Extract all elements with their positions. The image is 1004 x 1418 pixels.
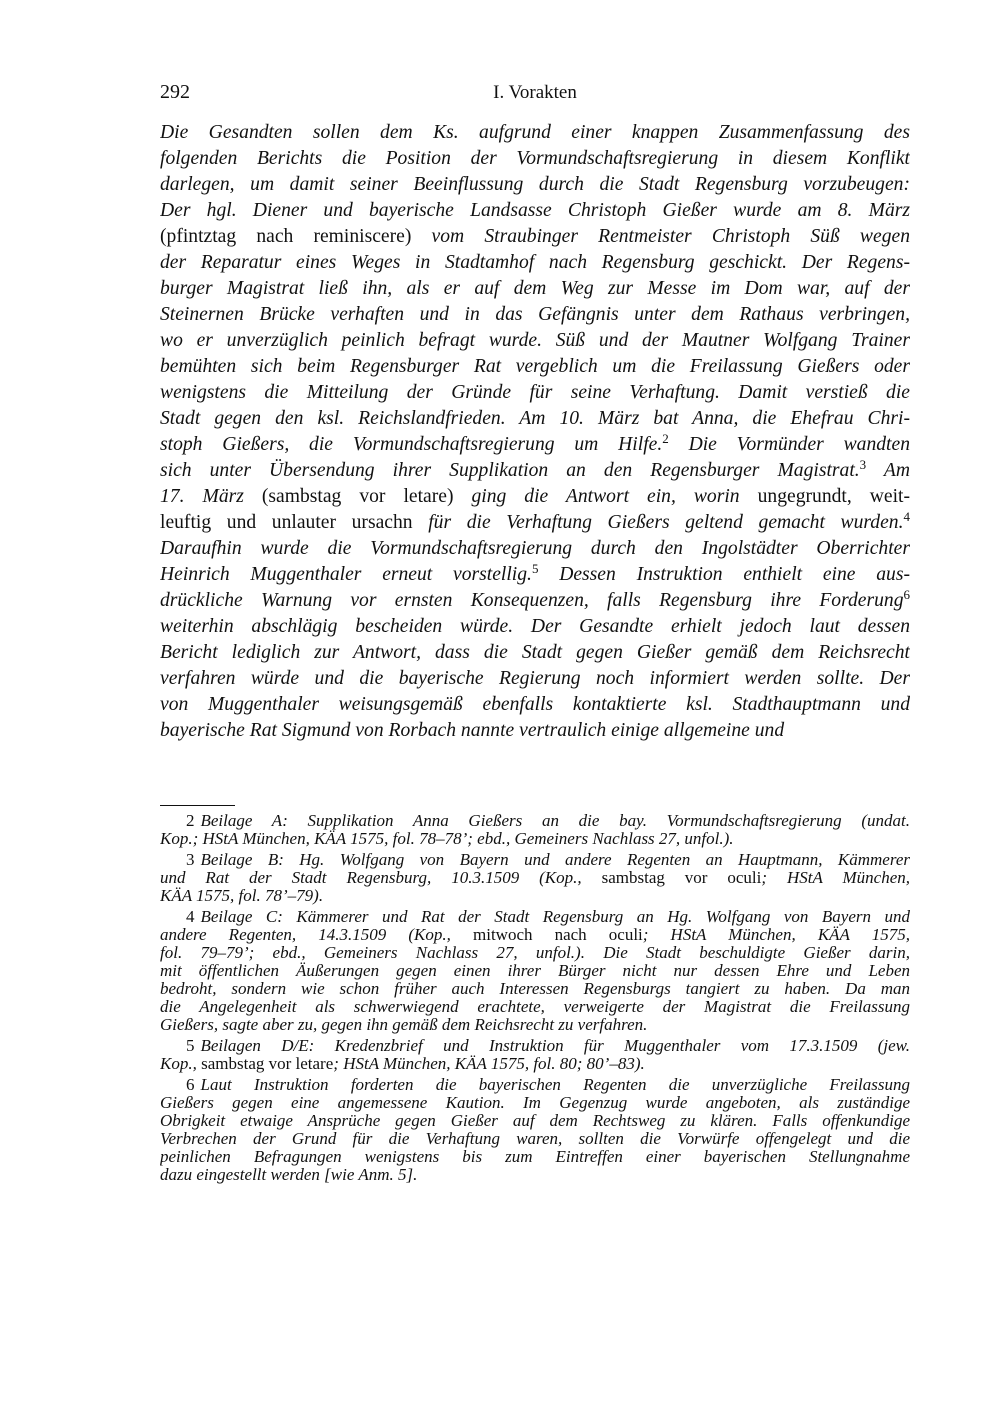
- text-run: für die Verhaftung Gießers geltend gemacht wurden.: [428, 512, 904, 533]
- text-run: Gießers gegen eine angemessene Kaution. Im Gegenzug wurde angeboten, als zuständige: [160, 1094, 910, 1112]
- footnote-reference[interactable]: 2: [662, 432, 669, 446]
- text-run: stoph Gießers, die Vormundschaftsregierung um Hilfe.: [160, 434, 663, 455]
- main-text: [160, 120, 910, 744]
- footnote: [160, 1037, 910, 1073]
- text-run: Kop.,: [160, 1055, 197, 1073]
- text-run: ungegrundt, weit-: [739, 486, 910, 507]
- text-line: [160, 614, 910, 640]
- text-run: Beilage C: Kämmerer und Rat der Stadt Regensburg an Hg. Wolfgang von Bayern und: [200, 908, 910, 926]
- footnote-line: [160, 887, 910, 905]
- text-run: darlegen, um damit seiner Beeinflussung durch die Stadt Regensburg vorzubeugen:: [160, 174, 910, 195]
- text-line: [160, 354, 910, 380]
- text-run: wenigstens die Mitteilung der Gründe für seine Verhaftung. Damit verstieß die: [160, 382, 910, 403]
- text-run: von Muggenthaler weisungsgemäß ebenfalls kontaktierte ksl. Stadthauptmann und: [160, 694, 910, 715]
- text-run: folgenden Berichts die Position der Vormundschaftsregierung in diesem Konflikt: [160, 148, 910, 169]
- running-head: I. Vorakten: [493, 82, 577, 103]
- text-run: dazu eingestellt werden [wie Anm. 5].: [160, 1166, 418, 1184]
- text-run: Obrigkeit etwaige Ansprüche gegen Gießer auf dem Rechtsweg zu klären. Falls offenkundige: [160, 1112, 910, 1130]
- footnote-line: [160, 1130, 910, 1148]
- footnote-number: 5: [186, 1037, 195, 1055]
- text-line: [160, 718, 910, 744]
- text-line: [160, 640, 910, 666]
- footnote-line: [160, 998, 910, 1016]
- footnote-line: [160, 908, 910, 926]
- text-run: wo er unverzüglich peinlich befragt wurde. Süß und der Mautner Wolfgang Trainer: [160, 330, 910, 351]
- text-run: ; HStA München, KÄA 1575, fol. 80; 80’–83).: [333, 1055, 645, 1073]
- text-line: [160, 198, 910, 224]
- text-run: ; HStA München, KÄA 1575,: [642, 926, 910, 944]
- footnote: [160, 851, 910, 905]
- footnote-line: [160, 1016, 910, 1034]
- text-line: [160, 666, 910, 692]
- text-run: mit öffentlichen Äußerungen gegen einen ihrer Bürger nicht nur dessen Ehre und Leben: [160, 962, 910, 980]
- text-run: sambstag vor oculi: [581, 869, 762, 887]
- text-line: [160, 172, 910, 198]
- text-line: [160, 510, 910, 536]
- text-run: Daraufhin wurde die Vormundschaftsregierung durch den Ingolstädter Oberrichter: [160, 538, 910, 559]
- footnote-line: [160, 1148, 910, 1166]
- page-number: 292: [160, 81, 190, 103]
- text-run: Beilage B: Hg. Wolfgang von Bayern und andere Regenten an Hauptmann, Kämmerer: [200, 851, 910, 869]
- text-run: Die Gesandten sollen dem Ks. aufgrund einer knappen Zusammenfassung des: [160, 122, 910, 143]
- text-line: [160, 536, 910, 562]
- text-line: [160, 146, 910, 172]
- footnote-reference[interactable]: 6: [903, 588, 910, 602]
- text-run: Am: [866, 460, 910, 481]
- text-line: [160, 120, 910, 146]
- footnote-line: [160, 812, 910, 830]
- text-run: vom Straubinger Rentmeister Christoph Süß wegen: [411, 226, 910, 247]
- text-line: [160, 276, 910, 302]
- footnote-reference[interactable]: 4: [903, 510, 910, 524]
- footnote-line: [160, 926, 910, 944]
- footnote: [160, 1076, 910, 1184]
- text-line: [160, 484, 910, 510]
- text-run: Verbrechen der Grund für die Verhaftung waren, sollten die Vorwürfe offengelegt und die: [160, 1130, 910, 1148]
- footnote-line: [160, 851, 910, 869]
- text-run: 17. März: [160, 486, 244, 507]
- footnote-number: 3: [186, 851, 195, 869]
- text-line: [160, 302, 910, 328]
- footnote-line: [160, 1112, 910, 1130]
- text-line: [160, 692, 910, 718]
- footnote-line: [160, 1076, 910, 1094]
- text-run: bayerische Rat Sigmund von Rorbach nannte vertraulich einige allgemeine und: [160, 720, 785, 741]
- text-run: ; HStA München,: [761, 869, 910, 887]
- text-run: Kop.; HStA München, KÄA 1575, fol. 78–78’; ebd., Gemeiners Nachlass 27, unfol.).: [160, 830, 734, 848]
- text-run: Gießers, sagte aber zu, gegen ihn gemäß dem Reichsrecht zu verfahren.: [160, 1016, 648, 1034]
- text-run: der Reparatur eines Weges in Stadtamhof nach Regensburg geschickt. Der Regens-: [160, 252, 910, 273]
- text-run: Heinrich Muggenthaler erneut vorstellig.: [160, 564, 532, 585]
- text-run: ging die Antwort ein, worin: [471, 486, 740, 507]
- text-run: Steinernen Brücke verhaften und in das Gefängnis unter dem Rathaus verbringen,: [160, 304, 910, 325]
- text-run: Laut Instruktion forderten die bayerischen Regenten die unverzügliche Freilassung: [200, 1076, 910, 1094]
- text-run: Dessen Instruktion enthielt eine aus-: [538, 564, 910, 585]
- footnote-number: 6: [186, 1076, 195, 1094]
- footnotes: [160, 812, 910, 1187]
- text-run: weiterhin abschlägig bescheiden würde. Der Gesandte erhielt jedoch laut dessen: [160, 616, 910, 637]
- text-run: Stadt gegen den ksl. Reichslandfrieden. Am 10. März bat Anna, die Ehefrau Chri-: [160, 408, 910, 429]
- text-run: (pfintztag nach reminiscere): [160, 226, 412, 247]
- footnote-line: [160, 1166, 910, 1184]
- footnote-line: [160, 869, 910, 887]
- footnote-line: [160, 1055, 910, 1073]
- text-run: Beilage A: Supplikation Anna Gießers an die bay. Vormundschaftsregierung (undat.: [200, 812, 910, 830]
- text-run: (sambstag vor letare): [243, 486, 472, 507]
- text-line: [160, 328, 910, 354]
- footnote-reference[interactable]: 3: [859, 458, 867, 472]
- text-line: [160, 250, 910, 276]
- footnote-line: [160, 980, 910, 998]
- footnote-number: 4: [186, 908, 195, 926]
- text-run: leuftig und unlauter ursachn: [160, 512, 429, 533]
- footnote-line: [160, 830, 910, 848]
- text-run: mitwoch nach oculi: [450, 926, 643, 944]
- text-run: Bericht lediglich zur Antwort, dass die Stadt gegen Gießer gemäß dem Reichsrecht: [160, 642, 910, 663]
- footnote-rule: [160, 805, 235, 806]
- text-run: Beilagen D/E: Kredenzbrief und Instruktion für Muggenthaler vom 17.3.1509 (jew.: [200, 1037, 910, 1055]
- text-line: [160, 224, 910, 250]
- text-run: KÄA 1575, fol. 78’–79).: [160, 887, 324, 905]
- text-line: [160, 588, 910, 614]
- text-line: [160, 380, 910, 406]
- text-run: sambstag vor letare: [196, 1055, 334, 1073]
- text-run: die Angelegenheit als schwerwiegend erachtete, verweigerte der Magistrat die Freilassung: [160, 998, 910, 1016]
- footnote-line: [160, 1037, 910, 1055]
- text-run: peinlichen Befragungen wenigstens bis zum Eintreffen einer bayerischen Stellungnahme: [160, 1148, 910, 1166]
- footnote-reference[interactable]: 5: [531, 562, 539, 576]
- text-run: andere Regenten, 14.3.1509 (Kop.,: [160, 926, 451, 944]
- text-run: bemühten sich beim Regensburger Rat vergeblich um die Freilassung Gießers oder: [160, 356, 910, 377]
- text-run: drückliche Warnung vor ernsten Konsequenzen, falls Regensburg ihre Forderung: [160, 590, 904, 611]
- text-run: burger Magistrat ließ ihn, als er auf dem Weg zur Messe im Dom war, auf der: [160, 278, 910, 299]
- text-run: bedroht, sondern wie schon früher auch Interessen Regensburgs tangiert zu haben. Da man: [160, 980, 910, 998]
- text-run: und Rat der Stadt Regensburg, 10.3.1509 (Kop.,: [160, 869, 582, 887]
- footnote: [160, 812, 910, 848]
- text-line: [160, 406, 910, 432]
- text-run: sich unter Übersendung ihrer Supplikation an den Regensburger Magistrat.: [160, 460, 860, 481]
- text-line: [160, 562, 910, 588]
- text-line: [160, 458, 910, 484]
- footnote-line: [160, 962, 910, 980]
- text-run: fol. 79–79’; ebd., Gemeiners Nachlass 27, unfol.). Die Stadt beschuldigte Gießer darin,: [160, 944, 910, 962]
- text-line: [160, 432, 910, 458]
- footnote-number: 2: [186, 812, 195, 830]
- text-run: Die Vormünder wandten: [668, 434, 910, 455]
- footnote-line: [160, 944, 910, 962]
- footnote-line: [160, 1094, 910, 1112]
- text-run: verfahren würde und die bayerische Regierung noch informiert werden sollte. Der: [160, 668, 910, 689]
- footnote: [160, 908, 910, 1034]
- text-run: Der hgl. Diener und bayerische Landsasse Christoph Gießer wurde am 8. März: [160, 200, 910, 221]
